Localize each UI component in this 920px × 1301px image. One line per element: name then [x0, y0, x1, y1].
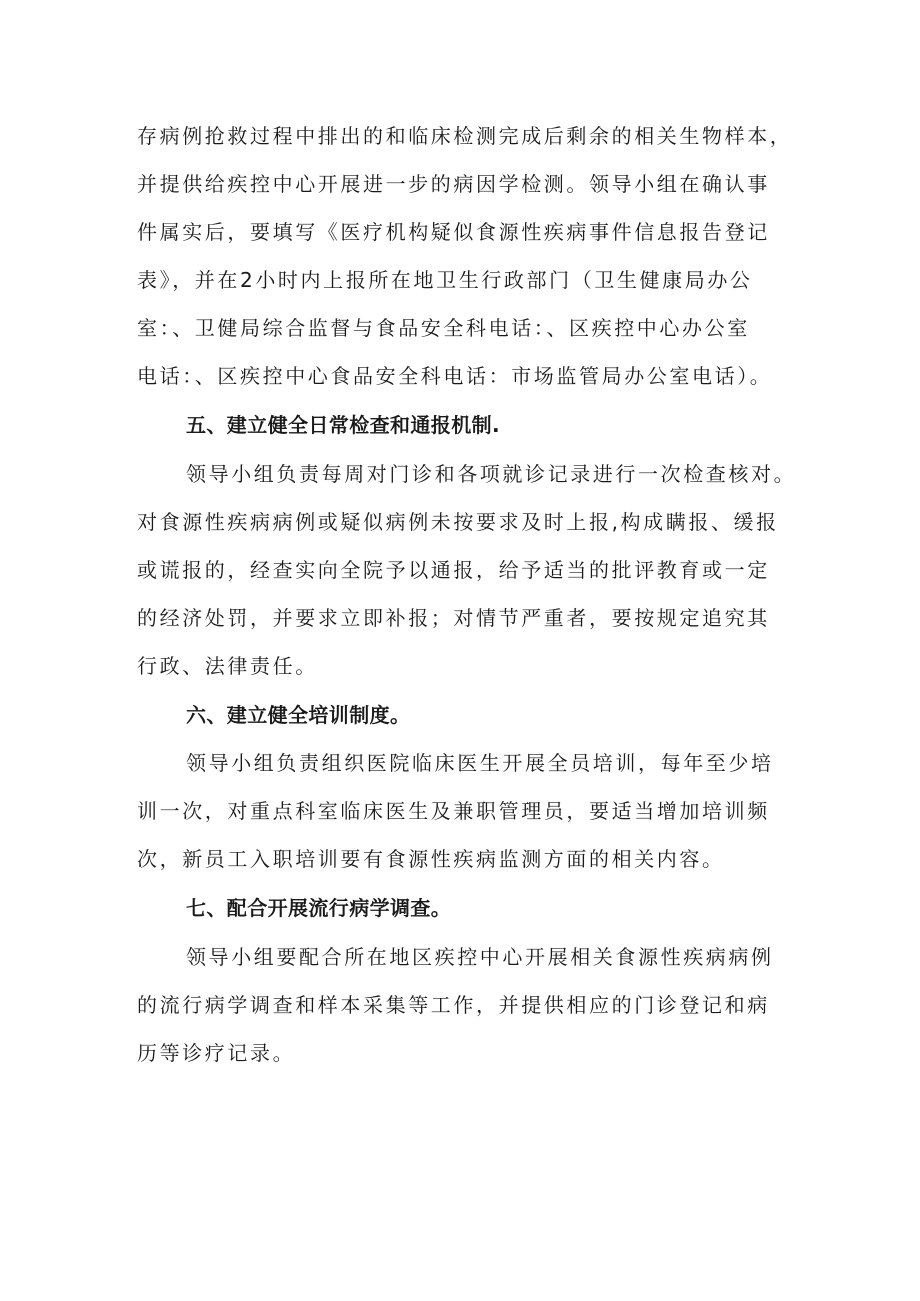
- paragraph-line: 并提供给疾控中心开展进一步的病因学检测。领导小组在确认事: [137, 172, 770, 196]
- paragraph-line: 的流行病学调查和样本采集等工作，并提供相应的门诊登记和病: [137, 993, 770, 1017]
- paragraph-line: 领导小组要配合所在地区疾控中心开展相关食源性疾病病例: [186, 945, 774, 969]
- paragraph-line: 的经济处罚，并要求立即补报；对情节严重者，要按规定追究其: [137, 606, 770, 630]
- section-heading-5: 五、建立健全日常检查和通报机制.: [186, 413, 500, 437]
- paragraph-line: 领导小组负责组织医院临床医生开展全员培训，每年至少培: [186, 751, 774, 775]
- paragraph-line: 对食源性疾病病例或疑似病例未按要求及时上报,构成瞒报、缓报: [137, 510, 779, 534]
- paragraph-line: 领导小组负责每周对门诊和各项就诊记录进行一次检查核对。: [186, 462, 797, 486]
- paragraph-line: 电话：、区疾控中心食品安全科电话：市场监管局办公室电话）。: [137, 364, 773, 388]
- paragraph-line: 表》，并在2小时内上报所在地卫生行政部门（卫生健康局办公: [137, 268, 753, 292]
- section-heading-7: 七、配合开展流行病学调查。: [186, 896, 452, 920]
- paragraph-line: 或谎报的，经查实向全院予以通报，给予适当的批评教育或一定: [137, 558, 770, 582]
- paragraph-line: 存病例抢救过程中排出的和临床检测完成后剩余的相关生物样本，: [137, 124, 793, 148]
- paragraph-line: 室：、卫健局综合监督与食品安全科电话：、区疾控中心办公室: [137, 316, 750, 340]
- section-heading-6: 六、建立健全培训制度。: [186, 703, 411, 727]
- paragraph-line: 历等诊疗记录。: [137, 1041, 296, 1065]
- paragraph-line: 训一次，对重点科室临床医生及兼职管理员，要适当增加培训频: [137, 799, 770, 823]
- paragraph-line: 件属实后，要填写《医疗机构疑似食源性疾病事件信息报告登记: [137, 220, 770, 244]
- paragraph-line: 次，新员工入职培训要有食源性疾病监测方面的相关内容。: [137, 847, 725, 871]
- paragraph-line: 行政、法律责任。: [137, 654, 318, 678]
